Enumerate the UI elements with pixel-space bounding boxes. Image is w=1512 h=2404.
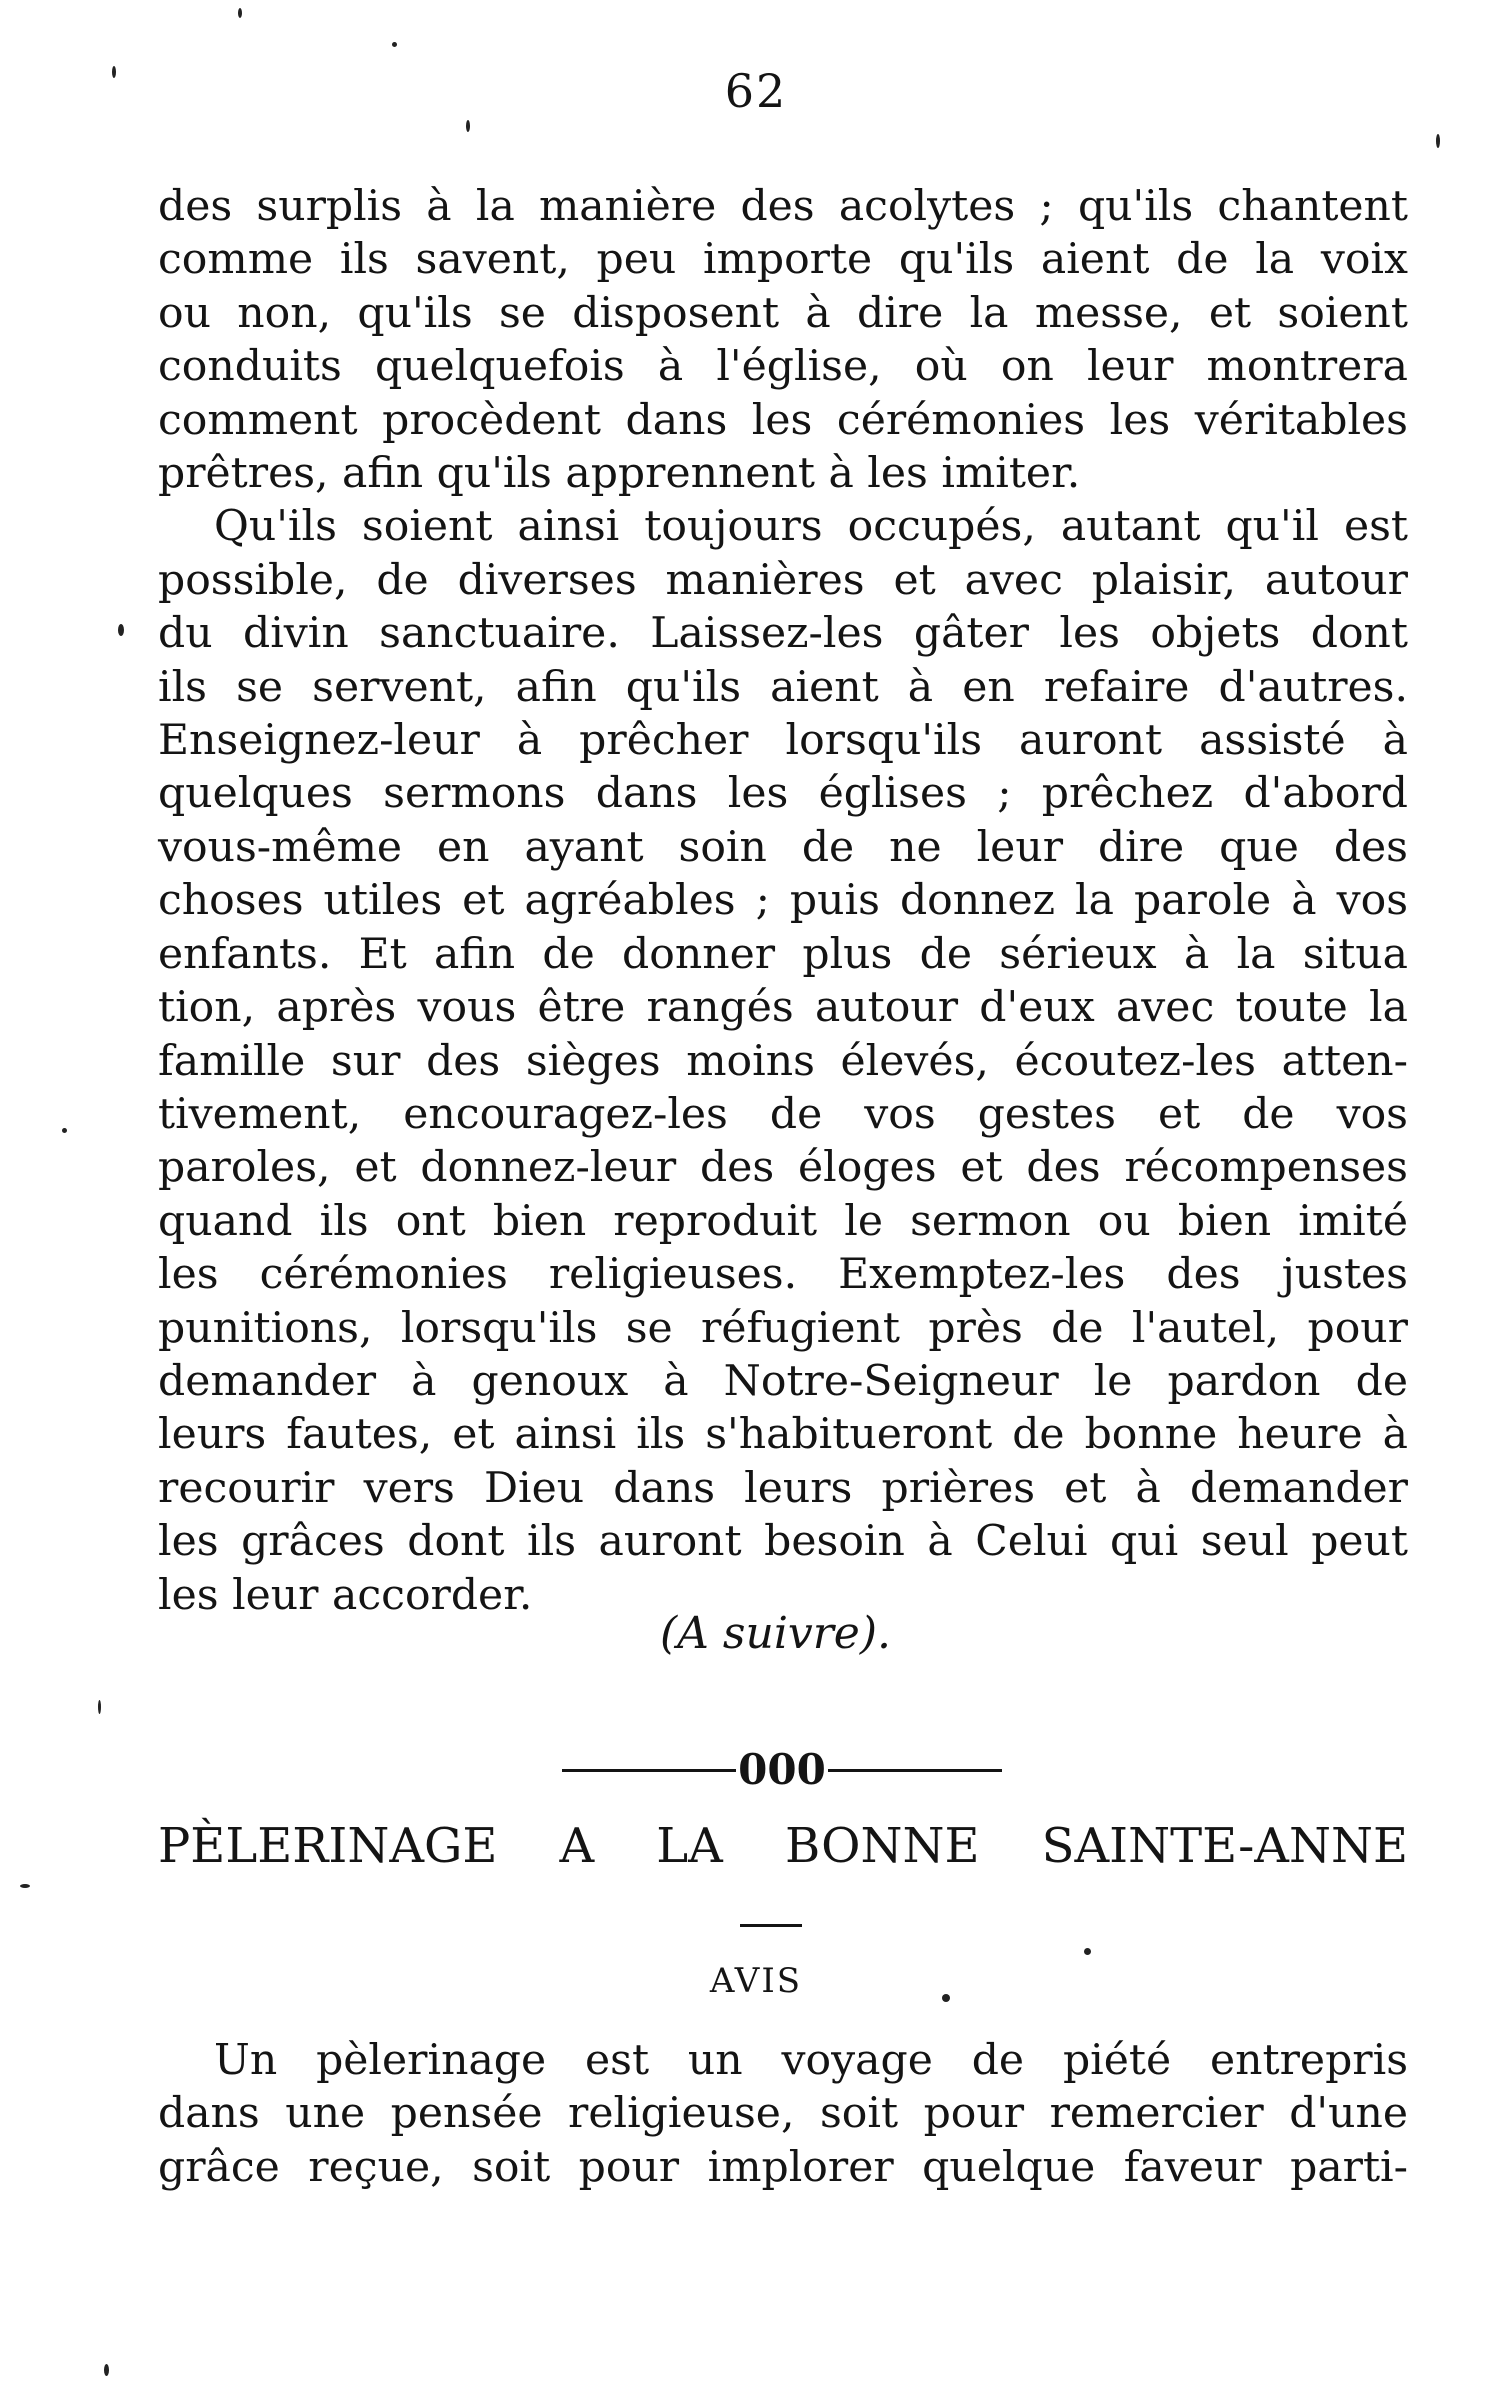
text-line: enfants. Et afin de donner plus de sérieux à la situa (158, 929, 1408, 979)
text-line: vous-même en ayant soin de ne leur dire que des (158, 822, 1408, 872)
separator-mark: 000 (738, 1745, 826, 1794)
text-line: ou non, qu'ils se disposent à dire la messe, et soient (158, 288, 1408, 338)
text-line: des surplis à la manière des acolytes ; qu'ils chantent (158, 182, 1408, 231)
text-line: recourir vers Dieu dans leurs prières et à demander (158, 1463, 1408, 1513)
section-subtitle: AVIS (709, 1961, 803, 2001)
scan-speck (238, 8, 242, 18)
text-line: quelques sermons dans les églises ; prêchez d'abord (158, 769, 1408, 819)
text-line: punitions, lorsqu'ils se réfugient près de l'autel, pour (158, 1303, 1408, 1353)
scan-speck (392, 42, 397, 47)
text-line: Un pèlerinage est un voyage de piété entrepris (214, 2036, 1408, 2085)
text-line: tivement, encouragez-les de vos gestes et de vos (158, 1089, 1408, 1139)
section-separator (562, 1740, 1002, 1800)
text-line: possible, de diverses manières et avec plaisir, autour (158, 555, 1408, 605)
text-line: quand ils ont bien reproduit le sermon ou bien imité (158, 1196, 1408, 1246)
text-line: grâce reçue, soit pour implorer quelque faveur parti- (158, 2142, 1408, 2192)
text-line: demander à genoux à Notre-Seigneur le pardon de (158, 1356, 1408, 1406)
scan-speck (98, 1700, 101, 1714)
text-line: les grâces dont ils auront besoin à Celui qui seul peut (158, 1517, 1408, 1567)
text-line: du divin sanctuaire. Laissez-les gâter les objets dont (158, 609, 1408, 659)
text-line: ils se servent, afin qu'ils aient à en refaire d'autres. (158, 662, 1408, 712)
scan-speck (942, 1994, 950, 2002)
scan-speck (62, 1128, 67, 1133)
text-line: tion, après vous être rangés autour d'eux avec toute la (158, 983, 1408, 1033)
text-line: comme ils savent, peu importe qu'ils aient de la voix (158, 235, 1408, 285)
text-line: prêtres, afin qu'ils apprennent à les imiter. (158, 449, 1081, 499)
text-line: les leur accorder. (158, 1570, 533, 1620)
scan-speck (112, 66, 116, 78)
page-number: 62 (724, 64, 788, 118)
text-line: conduits quelquefois à l'église, où on leur montrera (158, 342, 1408, 392)
continued-text (158, 180, 1408, 1622)
scan-speck (466, 120, 470, 132)
scan-speck (1084, 1948, 1091, 1955)
text-line: famille sur des sièges moins élevés, écoutez-les atten- (158, 1036, 1408, 1086)
text-line: choses utiles et agréables ; puis donnez la parole à vos (158, 876, 1408, 926)
text-line: leurs fautes, et ainsi ils s'habitueront de bonne heure à (158, 1410, 1408, 1460)
title-rule (740, 1924, 802, 1927)
scan-speck (20, 1884, 30, 1888)
section-title: PÈLERINAGE A LA BONNE SAINTE-ANNE (158, 1818, 1408, 1874)
text-line: Enseignez-leur à prêcher lorsqu'ils auront assisté à (158, 716, 1408, 766)
scan-speck (1436, 134, 1440, 148)
to-be-continued: (A suivre). (660, 1608, 891, 1659)
text-line: comment procèdent dans les cérémonies les véritables (158, 395, 1408, 445)
section-paragraph (158, 2034, 1408, 2194)
scan-speck (104, 2364, 109, 2376)
text-line: paroles, et donnez-leur des éloges et des récompenses (158, 1143, 1408, 1193)
separator-rule-left (562, 1769, 736, 1772)
text-line: Qu'ils soient ainsi toujours occupés, autant qu'il est (214, 502, 1408, 552)
scan-speck (118, 624, 124, 636)
separator-rule-right (828, 1769, 1002, 1772)
text-line: dans une pensée religieuse, soit pour remercier d'une (158, 2089, 1408, 2139)
text-line: les cérémonies religieuses. Exemptez-les des justes (158, 1250, 1408, 1300)
